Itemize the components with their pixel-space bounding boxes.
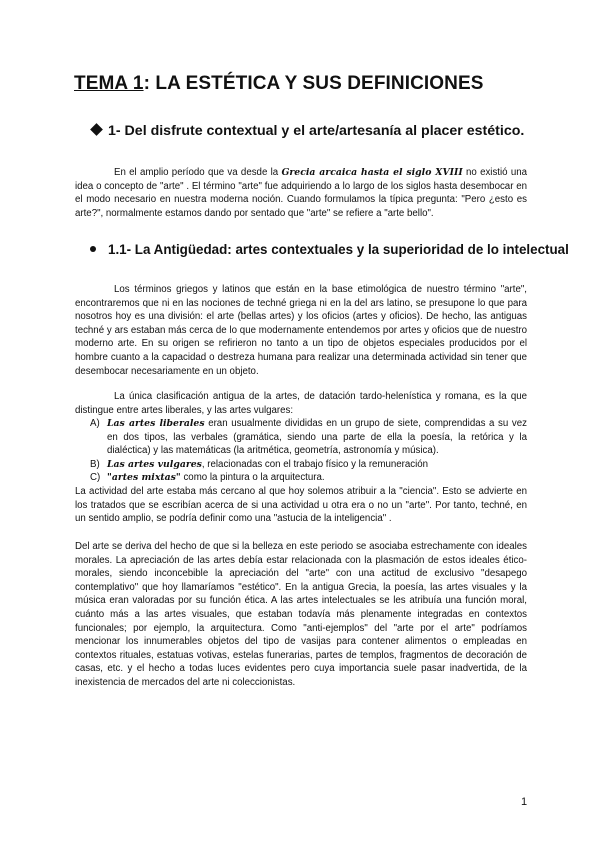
- etymology-paragraph: [75, 283, 527, 378]
- list-item-emphasis: Las artes liberales: [107, 418, 205, 429]
- section-1-1-heading-text: 1.1- La Antigüedad: artes contextuales y la superioridad de lo intelectual: [108, 242, 569, 257]
- classification-paragraph: [75, 390, 527, 417]
- title-prefix: TEMA 1: [74, 73, 144, 94]
- etymology-paragraph-text: Los términos griegos y latinos que están en la base etimológica de nuestro término "arte", encontraremos que ni en las nociones de techné griega ni en la del ars latino, se presupone lo que para nosotros hoy es una división: el arte (bellas artes) y los oficios (artes y oficios). De hecho, las antiguas techné y ars estaban más cerca de lo que modernamente entendemos por artes y oficios que de nuestro moderno arte. En su origen se refirieron no tanto a un tipo de objetos especiales producidos por el hombre cuanto a la capacidad o destreza humana para realizar una determinada actividad sin tener que desembocar necesariamente en un objeto.: [75, 284, 527, 377]
- page-number: 1: [521, 796, 528, 808]
- list-item-text: eran usualmente divididas en un grupo de siete, comprendidas a su vez en dos tipos, las verbales (gramática, siendo una parte de ella la poesía, la retórica y la dialéctica) y las matemáticas (la aritmética, geometría, astronomía y música).: [107, 418, 527, 457]
- science-paragraph-text: La actividad del arte estaba más cercano al que hoy solemos atribuir a la "ciencia". Esto se advierte en los tratados que se escribían acerca de si una actividad u otra era o no un "arte". Por tanto, techné, en un sentido amplio, se podría definir como una "astucia de la inteligencia" .: [75, 486, 527, 525]
- diamond-bullet-icon: [90, 123, 103, 136]
- section-1-1-heading: [90, 242, 569, 257]
- list-item: [75, 471, 527, 485]
- list-item-text: , relacionadas con el trabajo físico y la remuneración: [201, 458, 429, 470]
- intro-paragraph: [75, 166, 527, 220]
- list-item-emphasis: "artes mixtas": [107, 472, 181, 484]
- round-bullet-icon: [90, 246, 96, 252]
- list-marker: C): [90, 472, 101, 484]
- list-item: [75, 458, 527, 472]
- list-item-emphasis: Las artes vulgares: [107, 458, 202, 470]
- science-paragraph: [75, 485, 527, 526]
- intro-paragraph-text-a: En el amplio período que va desde la: [114, 167, 282, 178]
- classification-paragraph-text: La única clasificación antigua de la artes, de datación tardo-helenística y romana, es la que distingue entre artes liberales, y las artes vulgares:: [75, 391, 527, 416]
- arts-list: [75, 417, 527, 485]
- list-marker: A): [90, 418, 100, 429]
- list-marker: B): [90, 458, 100, 470]
- section-1-heading: [92, 123, 524, 139]
- intro-paragraph-text-b: no existió una idea o concepto de "arte" . El término "arte" fue adquiriendo a lo largo de los siglos hasta desembocar en el modo necesario en nuestra moderna noción. Cuando formulamos la típica pregunta: "Pero ¿esto es arte?", normalmente estamos dando por sentado que "arte" se refiere a "arte bello".: [75, 167, 527, 219]
- page-title: [74, 73, 484, 95]
- section-1-heading-text: 1- Del disfrute contextual y el arte/artesanía al placer estético.: [108, 123, 525, 139]
- list-item: [75, 417, 527, 458]
- morality-paragraph: [75, 540, 527, 690]
- list-item-text: como la pintura o la arquitectura.: [180, 472, 325, 484]
- intro-paragraph-emphasis: Grecia arcaica hasta el siglo XVIII: [281, 167, 463, 178]
- morality-paragraph-text: Del arte se deriva del hecho de que si la belleza en este periodo se asociaba estrechamente con ideales morales. La apreciación de las artes debía estar relacionada con la plasmación de estos ideales ético-morales, siendo inconcebible la apreciación del "arte" con una actitud de exclusivo "desapego contemplativo" que hoy llamaríamos "estético". En la antigua Grecia, la poesía, las artes visuales y la música eran valoradas por su función ética. A las artes intelectuales se les atribuía una función moral, cuánto más a las artes visuales, que estaban todavía más plenamente integradas en contextos funcionales; por ejemplo, la arquitectura. Como "anti-ejemplos" del "arte por el arte" podríamos mencionar los innumerables objetos del tipo de vasijas para contener alimentos o empleadas en contextos rituales, estatuas votivas, estelas funerarias, partes de templos, fragmentos de decoración de casas, etc. y el hecho a todas luces evidentes pero cuya importancia suele pasar inadvertida, de la inexistencia de mercados del arte ni coleccionistas.: [75, 541, 527, 688]
- title-rest: : LA ESTÉTICA Y SUS DEFINICIONES: [143, 73, 484, 94]
